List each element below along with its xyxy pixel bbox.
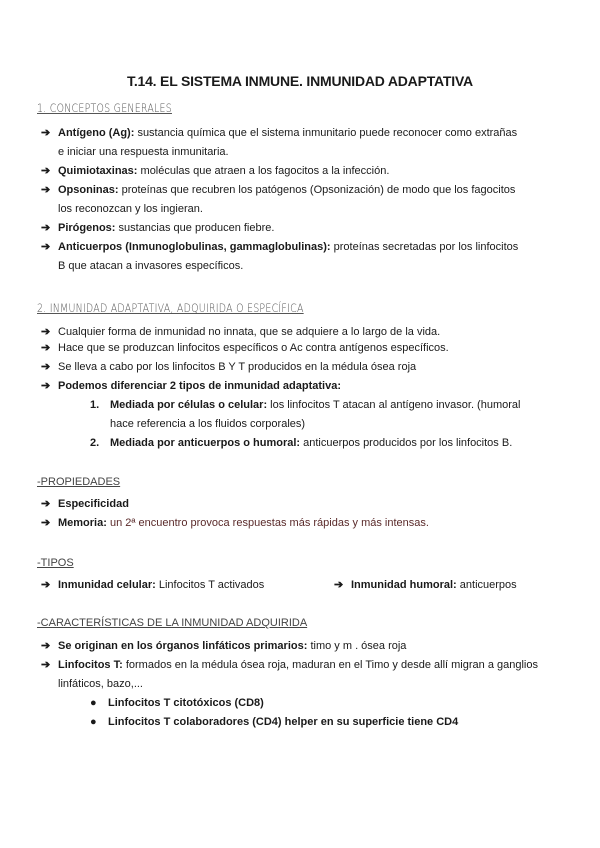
term: Pirógenos: — [58, 222, 116, 234]
term: Quimiotaxinas: — [58, 165, 138, 177]
term: Mediada por anticuerpos o humoral: — [110, 437, 301, 449]
definition: proteínas secretadas por los linfocitos — [333, 241, 519, 253]
arrow-icon: ➔ — [41, 165, 51, 177]
section-heading-conceptos: 1. CONCEPTOS GENERALES — [37, 101, 172, 115]
list-item — [41, 162, 540, 181]
list-item — [41, 238, 540, 257]
list-item-continuation: los reconozcan y los ingieran. — [58, 203, 203, 215]
arrow-icon: ➔ — [41, 361, 51, 373]
term: Opsoninas: — [58, 184, 119, 196]
list-item — [41, 576, 301, 595]
definition: los linfocitos T atacan al antígeno invasor. (humoral — [270, 399, 521, 411]
arrow-icon: ➔ — [41, 579, 51, 591]
list-item — [41, 181, 540, 200]
arrow-icon: ➔ — [41, 127, 51, 139]
definition: formados en la médula ósea roja, maduran en el Timo y desde allí migran a ganglios — [125, 659, 538, 671]
list-item-text: Cualquier forma de inmunidad no innata, que se adquiere a lo largo de la vida. — [58, 326, 441, 338]
term: Linfocitos T: — [58, 659, 123, 671]
bullet-text: Linfocitos T citotóxicos (CD8) — [108, 697, 264, 709]
subsection-heading-propiedades: -PROPIEDADES — [37, 476, 121, 488]
list-item — [41, 219, 540, 238]
list-item — [334, 576, 564, 595]
definition: anticuerpos — [459, 579, 517, 591]
list-item — [41, 514, 540, 533]
list-item-continuation: e iniciar una respuesta inmunitaria. — [58, 146, 229, 158]
bullet-item — [90, 694, 264, 713]
list-item-text: Especificidad — [58, 498, 129, 510]
definition: Linfocitos T activados — [158, 579, 265, 591]
arrow-icon: ➔ — [41, 342, 51, 354]
arrow-icon: ➔ — [41, 222, 51, 234]
bullet-icon: ● — [90, 716, 97, 728]
list-item — [41, 495, 540, 514]
bullet-item — [90, 713, 458, 732]
term: Memoria: — [58, 517, 107, 529]
list-item — [41, 339, 540, 358]
definition: un 2ª encuentro provoca respuestas más rápidas y más intensas. — [109, 517, 429, 529]
definition: sustancias que producen fiebre. — [118, 222, 275, 234]
list-item — [41, 124, 540, 143]
arrow-icon: ➔ — [41, 498, 51, 510]
list-item — [41, 656, 570, 675]
item-number: 1. — [90, 399, 100, 411]
list-item-continuation: B que atacan a invasores específicos. — [58, 260, 244, 272]
definition: sustancia química que el sistema inmunitario puede reconocer como extrañas — [137, 127, 518, 139]
definition: timo y m . ósea roja — [310, 640, 407, 652]
term: Se originan en los órganos linfáticos primarios: — [58, 640, 308, 652]
bullet-icon: ● — [90, 697, 97, 709]
arrow-icon: ➔ — [41, 241, 51, 253]
page-title: T.14. EL SISTEMA INMUNE. INMUNIDAD ADAPTATIVA — [127, 73, 473, 89]
section-heading-adaptativa: 2. INMUNIDAD ADAPTATIVA, ADQUIRIDA O ESPECÍFICA — [37, 301, 304, 315]
term: Antígeno (Ag): — [58, 127, 135, 139]
subsection-heading-caracteristicas: -CARACTERÍSTICAS DE LA INMUNIDAD ADQUIRIDA — [37, 617, 308, 629]
list-item-text: Hace que se produzcan linfocitos específicos o Ac contra antígenos específicos. — [58, 342, 449, 354]
item-number: 2. — [90, 437, 100, 449]
list-item-text: Se lleva a cabo por los linfocitos B Y T producidos en la médula ósea roja — [58, 361, 417, 373]
term: Inmunidad celular: — [58, 579, 156, 591]
definition: moléculas que atraen a los fagocitos a la infección. — [140, 165, 390, 177]
numbered-item — [90, 434, 540, 453]
term: Anticuerpos (Inmunoglobulinas, gammaglobulinas): — [58, 241, 331, 253]
term: Mediada por células o celular: — [110, 399, 268, 411]
definition: anticuerpos producidos por los linfocitos B. — [303, 437, 513, 449]
subsection-heading-tipos: -TIPOS — [37, 557, 74, 569]
term: Inmunidad humoral: — [351, 579, 457, 591]
arrow-icon: ➔ — [41, 640, 51, 652]
arrow-icon: ➔ — [41, 380, 51, 392]
list-item — [41, 358, 540, 377]
numbered-item-continuation: hace referencia a los fluidos corporales) — [110, 418, 306, 430]
arrow-icon: ➔ — [41, 184, 51, 196]
arrow-icon: ➔ — [41, 326, 51, 338]
bullet-text: Linfocitos T colaboradores (CD4) helper en su superficie tiene CD4 — [108, 716, 459, 728]
list-item-continuation: linfáticos, bazo,... — [58, 678, 143, 690]
list-item — [41, 377, 540, 396]
list-item — [41, 637, 540, 656]
numbered-item — [90, 396, 540, 415]
arrow-icon: ➔ — [41, 517, 51, 529]
list-item-text: Podemos diferenciar 2 tipos de inmunidad adaptativa: — [58, 380, 342, 392]
arrow-icon: ➔ — [41, 659, 51, 671]
arrow-icon: ➔ — [334, 579, 344, 591]
definition: proteínas que recubren los patógenos (Opsonización) de modo que los fagocitos — [121, 184, 516, 196]
